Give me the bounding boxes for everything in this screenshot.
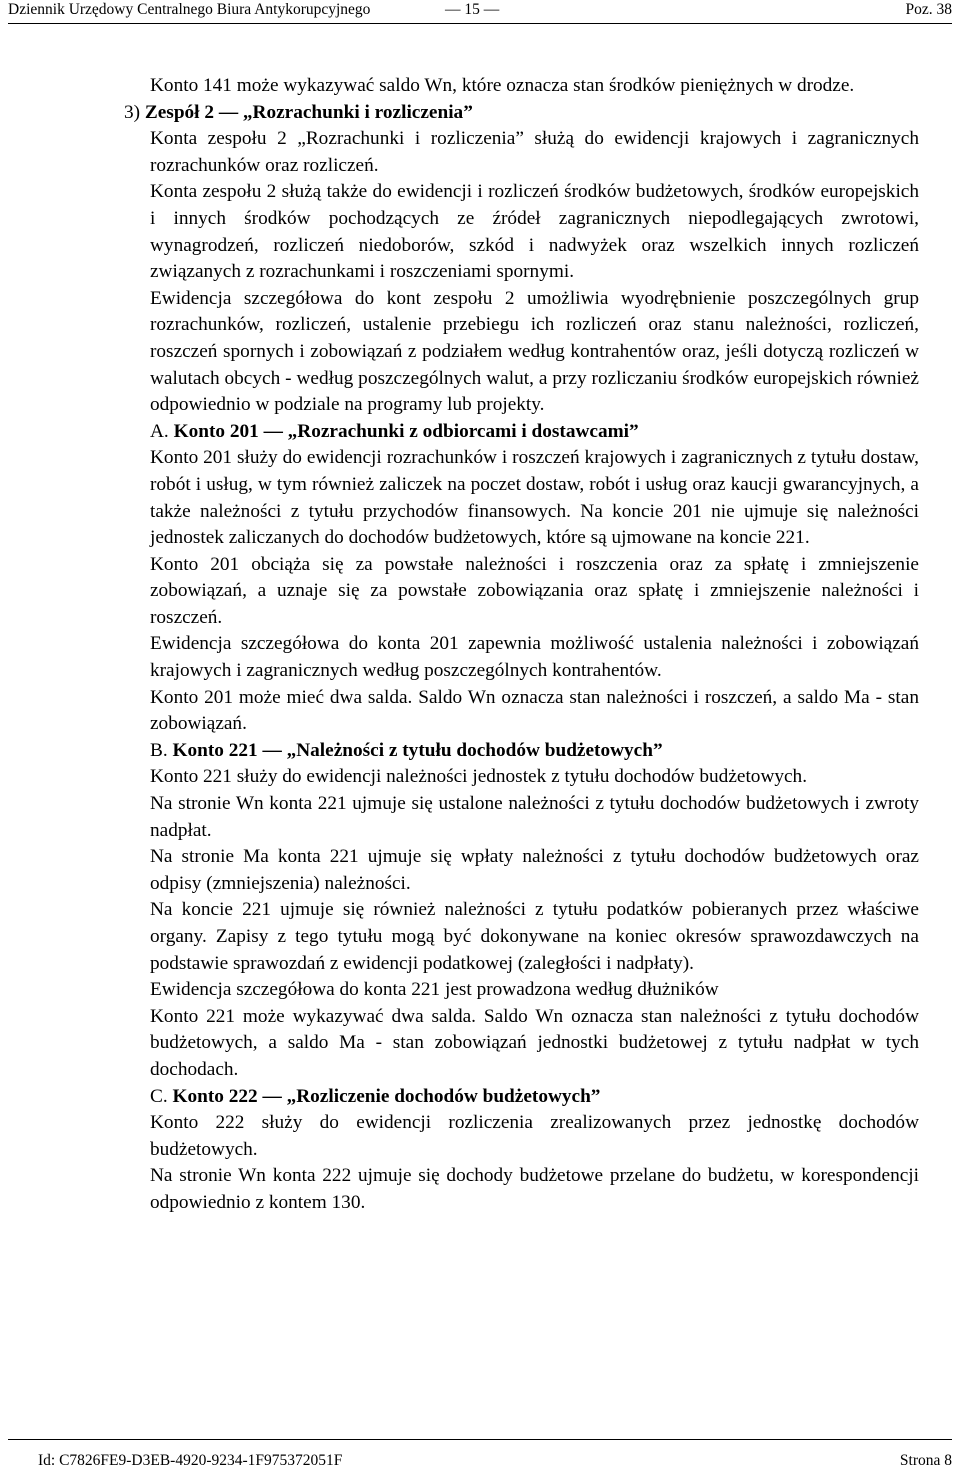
subsection-heading-c bbox=[124, 1084, 919, 1111]
document-body bbox=[124, 73, 919, 1217]
section-number: 3) bbox=[124, 101, 145, 123]
subsection-letter: A. bbox=[150, 420, 174, 442]
paragraph: Na stronie Wn konta 221 ujmuje się ustalone należności z tytułu dochodów budżetowych i zwroty nadpłat. bbox=[150, 793, 919, 841]
paragraph: Konto 221 służy do ewidencji należności jednostek z tytułu dochodów budżetowych. bbox=[150, 766, 808, 788]
subsection-letter: C. bbox=[150, 1085, 173, 1107]
paragraph: Konta zespołu 2 służą także do ewidencji i rozliczeń środków budżetowych, środków europejskich i innych środków pochodzących ze źródeł zagranicznych niepodlegających zwrotowi, wynagrodzeń, rozliczeń niedoborów, szkód i nadwyżek oraz wszelkich innych rozliczeń związanych z rozrachunkami i roszczeniami spornymi. bbox=[150, 181, 919, 283]
section-title: Zespół 2 — „Rozrachunki i rozliczenia” bbox=[144, 101, 473, 123]
footer-divider bbox=[8, 1439, 952, 1440]
journal-title: Dziennik Urzędowy Centralnego Biura Antykorupcyjnego bbox=[8, 1, 371, 18]
subsection-heading-b bbox=[124, 738, 919, 765]
header-divider bbox=[8, 23, 952, 24]
paragraph: Konto 222 służy do ewidencji rozliczenia zrealizowanych przez jednostkę dochodów budżetowych. bbox=[150, 1112, 919, 1160]
paragraph: Na koncie 221 ujmuje się również należności z tytułu podatków pobieranych przez właściwe organy. Zapisy z tego tytułu mogą być dokonywane na koniec okresów sprawozdawczych na podstawie sprawozdań z ewidencji podatkowej (zaległości i nadpłaty). bbox=[150, 899, 919, 974]
paragraph: Konta zespołu 2 „Rozrachunki i rozliczenia” służą do ewidencji krajowych i zagranicznych rozrachunków oraz rozliczeń. bbox=[150, 128, 919, 176]
page-footer bbox=[8, 1452, 952, 1472]
section-heading-3 bbox=[124, 100, 919, 127]
position-number: Poz. 38 bbox=[905, 1, 952, 18]
paragraph: Ewidencja szczegółowa do kont zespołu 2 umożliwia wyodrębnienie poszczególnych grup rozrachunków, rozliczeń, ustalenie przebiegu ich rozliczeń oraz stanu należności, rozliczeń, roszczeń spornych i zobowiązań z podziałem według kontrahentów oraz, jeśli dotyczą rozliczeń w walutach obcych - według poszczególnych walut, a przy rozliczaniu środków europejskich również odpowiednio w podziale na programy lub projekty. bbox=[150, 287, 919, 416]
paragraph: Na stronie Ma konta 221 ujmuje się wpłaty należności z tytułu dochodów budżetowych oraz odpisy (zmniejszenia) należności. bbox=[150, 846, 919, 894]
subsection-title: Konto 221 — „Należności z tytułu dochodów budżetowych” bbox=[172, 739, 663, 761]
subsection-heading-a bbox=[124, 419, 919, 446]
page-header bbox=[8, 0, 952, 22]
page-number: — 15 — bbox=[445, 1, 500, 18]
subsection-title: Konto 222 — „Rozliczenie dochodów budżetowych” bbox=[172, 1085, 601, 1107]
paragraph: Konto 201 obciąża się za powstałe należności i roszczenia oraz za spłatę i zmniejszenie zobowiązań, a uznaje się za powstałe zobowiązania oraz spłatę i zmniejszenie należności i roszczeń. bbox=[150, 553, 919, 628]
paragraph-konto-141: Konto 141 może wykazywać saldo Wn, które oznacza stan środków pieniężnych w drodze. bbox=[150, 75, 855, 96]
paragraph: Konto 221 może wykazywać dwa salda. Saldo Wn oznacza stan należności z tytułu dochodów budżetowych, a saldo Ma - stan zobowiązań jednostki budżetowej z tytułu nadpłat w tych dochodach. bbox=[150, 1005, 919, 1080]
footer-page-number: Strona 8 bbox=[899, 1452, 952, 1469]
paragraph: Ewidencja szczegółowa do konta 221 jest prowadzona według dłużników bbox=[150, 979, 719, 1001]
subsection-letter: B. bbox=[150, 739, 173, 761]
paragraph: Konto 201 służy do ewidencji rozrachunków i roszczeń krajowych i zagranicznych z tytułu dostaw, robót i usług, w tym również zaliczek na poczet dostaw, robót i usług oraz kaucji gwarancyjnych, a także należności z tytułu przychodów finansowych. Na koncie 201 nie ujmuje się należności jednostek zaliczanych do dochodów budżetowych, które są ujmowane na koncie 221. bbox=[150, 447, 919, 549]
paragraph: Na stronie Wn konta 222 ujmuje się dochody budżetowe przelane do budżetu, w korespondencji odpowiednio z kontem 130. bbox=[150, 1165, 919, 1213]
subsection-title: Konto 201 — „Rozrachunki z odbiorcami i dostawcami” bbox=[173, 420, 639, 442]
paragraph: Konto 201 może mieć dwa salda. Saldo Wn oznacza stan należności i roszczeń, a saldo Ma - stan zobowiązań. bbox=[150, 686, 919, 735]
paragraph: Ewidencja szczegółowa do konta 201 zapewnia możliwość ustalenia należności i zobowiązań krajowych i zagranicznych według poszczególnych kontrahentów. bbox=[150, 633, 919, 682]
document-id: Id: C7826FE9-D3EB-4920-9234-1F975372051F bbox=[38, 1452, 343, 1469]
